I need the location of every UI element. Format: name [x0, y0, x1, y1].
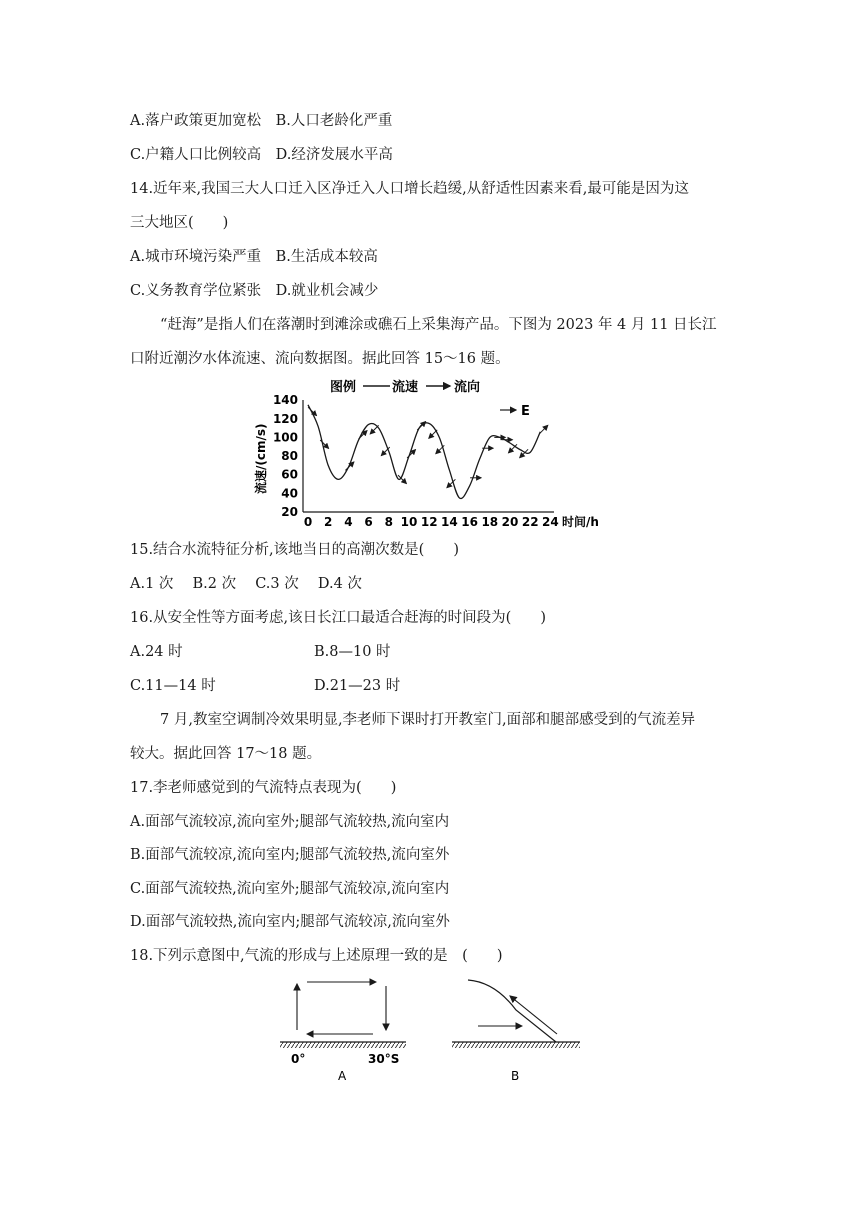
y-tick-label: 100 — [272, 430, 298, 445]
y-tick-label: 140 — [272, 393, 298, 408]
q14-stem-line1: 14.近年来,我国三大人口迁入区净迁入人口增长趋缓,从舒适性因素来看,最可能是因为这 — [130, 181, 689, 197]
x-tick-label: 0 — [303, 515, 313, 529]
intro-15-16-line2: 口附近潮汐水体流速、流向数据图。据此回答 15～16 题。 — [130, 351, 510, 367]
flow-direction-arrow — [417, 422, 425, 431]
diagram-a-right-label: 30°S — [368, 1052, 400, 1066]
x-tick-label: 20 — [501, 515, 519, 529]
q17-option-d: D.面部气流较热,流向室内;腿部气流较凉,流向室外 — [130, 914, 450, 930]
q16-option-a: A.24 时 — [130, 644, 183, 660]
intro-15-16-line1: “赶海”是指人们在落潮时到滩涂或礁石上采集海产品。下图为 2023 年 4 月 11 日长江 — [160, 317, 717, 333]
flow-direction-arrow — [539, 425, 547, 434]
diagram-a-ground-hatch — [280, 1042, 406, 1048]
x-tick-label: 10 — [400, 515, 418, 529]
diagram-a-caption: A — [338, 1069, 347, 1083]
x-axis-label: 时间/h — [562, 515, 599, 529]
x-tick-label: 16 — [461, 515, 478, 529]
diagram-a — [280, 982, 406, 1083]
flow-direction-arrow — [370, 425, 378, 434]
x-tick-label: 18 — [481, 515, 499, 529]
diagram-b-ground-hatch — [452, 1042, 580, 1048]
q14-options-ab: A.城市环境污染严重 B.生活成本较高 — [130, 249, 378, 265]
q18-stem: 18.下列示意图中,气流的形成与上述原理一致的是 ( ) — [130, 948, 503, 964]
diagram-b-caption: B — [511, 1069, 520, 1083]
y-tick-label: 40 — [281, 486, 298, 501]
intro-17-18-line2: 较大。据此回答 17～18 题。 — [130, 746, 322, 762]
q15-options: A.1 次 B.2 次 C.3 次 D.4 次 — [130, 576, 362, 592]
x-tick-label: 12 — [420, 515, 438, 529]
tidal-flow-chart — [250, 372, 610, 532]
flow-direction-arrow — [429, 430, 437, 438]
y-axis-label: 流速/(cm/s) — [254, 423, 268, 494]
q17-option-b: B.面部气流较凉,流向室内;腿部气流较热,流向室外 — [130, 847, 450, 863]
y-tick-label: 120 — [272, 411, 298, 426]
legend-speed-label: 流速 — [392, 380, 419, 395]
circulation-diagrams — [270, 972, 590, 1090]
x-tick-label: 4 — [344, 515, 353, 529]
q15-stem: 15.结合水流特征分析,该地当日的高潮次数是( ) — [130, 542, 459, 558]
x-tick-label: 6 — [364, 515, 373, 529]
x-tick-label: 8 — [384, 515, 393, 529]
q16-option-d: D.21—23 时 — [314, 678, 401, 694]
q16-option-c: C.11—14 时 — [130, 678, 216, 694]
q17-stem: 17.李老师感觉到的气流特点表现为( ) — [130, 780, 397, 796]
y-tick-label: 20 — [281, 505, 298, 519]
x-tick-label: 24 — [542, 515, 559, 529]
legend-direction-label: 流向 — [454, 380, 481, 395]
q14-stem-line2: 三大地区( ) — [130, 215, 229, 231]
x-tick-label: 14 — [441, 515, 458, 529]
flow-speed-series — [308, 405, 540, 499]
q17-option-c: C.面部气流较热,流向室外;腿部气流较凉,流向室内 — [130, 881, 450, 897]
q13-options-cd: C.户籍人口比例较高 D.经济发展水平高 — [130, 147, 393, 163]
q16-stem: 16.从安全性等方面考虑,该日长江口最适合赶海的时间段为( ) — [130, 610, 546, 626]
q13-options-ab: A.落户政策更加宽松 B.人口老龄化严重 — [130, 113, 393, 129]
y-tick-label: 80 — [281, 449, 298, 464]
q14-options-cd: C.义务教育学位紧张 D.就业机会减少 — [130, 283, 379, 299]
q16-option-b: B.8—10 时 — [314, 644, 391, 660]
east-label: E — [521, 404, 530, 419]
diagram-a-left-label: 0° — [291, 1052, 306, 1066]
intro-17-18-line1: 7 月,教室空调制冷效果明显,李老师下课时打开教室门,面部和腿部感受到的气流差异 — [160, 712, 696, 728]
diagram-b — [452, 980, 580, 1083]
diagram-b-slope-arrow — [510, 996, 557, 1034]
flow-direction-arrow — [320, 440, 328, 448]
y-tick-label: 60 — [281, 467, 298, 482]
diagram-b-slope — [468, 980, 556, 1042]
legend-title: 图例 — [330, 380, 357, 395]
x-tick-label: 22 — [521, 515, 539, 529]
q17-option-a: A.面部气流较凉,流向室外;腿部气流较热,流向室内 — [130, 814, 450, 830]
x-tick-label: 2 — [324, 515, 333, 529]
